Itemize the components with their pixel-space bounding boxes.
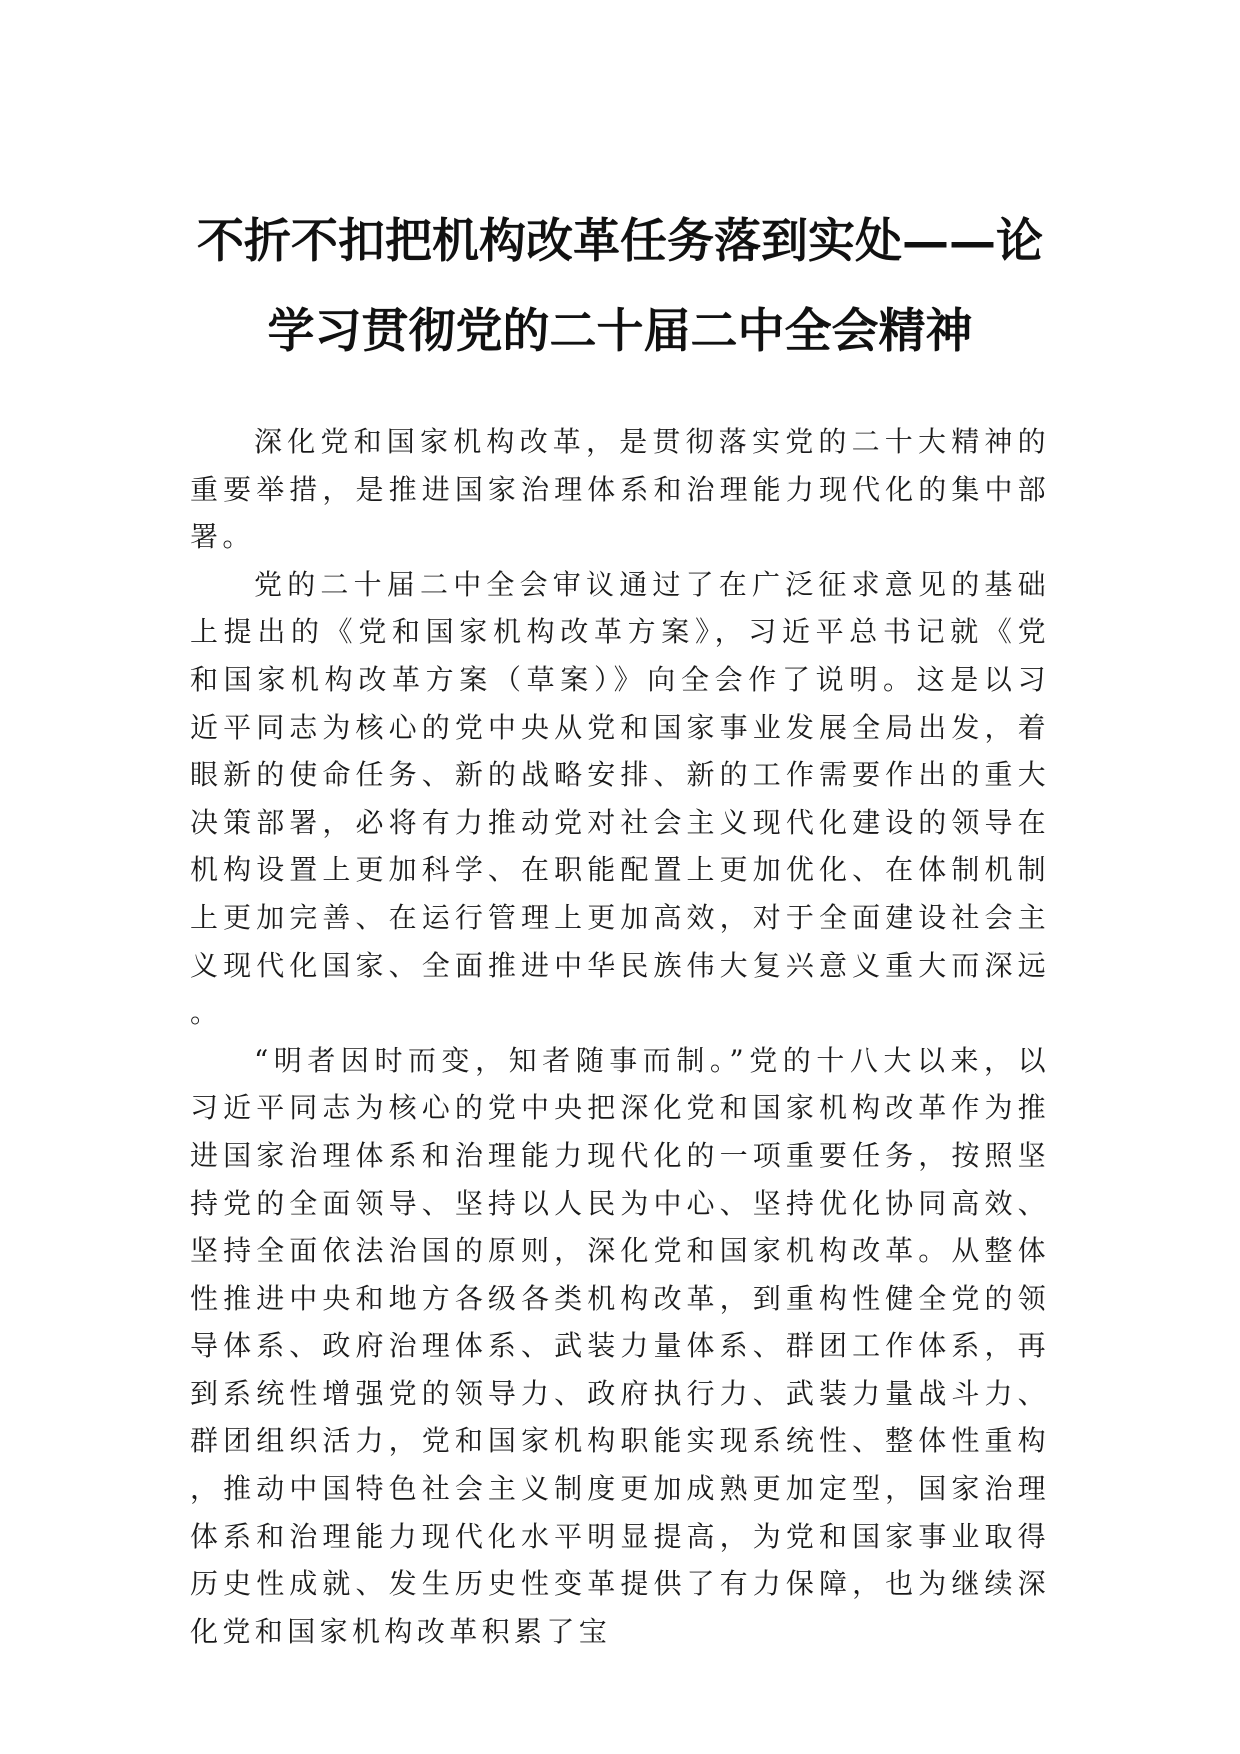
article-body: [190, 418, 1050, 1655]
article-title-line-2: 学习贯彻党的二十届二中全会精神: [267, 304, 973, 359]
paragraph-3: “明者因时而变，知者随事而制。”党的十八大以来，以习近平同志为核心的党中央把深化党和国家机构改革作为推进国家治理体系和治理能力现代化的一项重要任务，按照坚持党的全面领导、坚持以人民为中心、坚持优化协同高效、坚持全面依法治国的原则，深化党和国家机构改革。从整体性推进中央和地方各级各类机构改革，到重构性健全党的领导体系、政府治理体系、武装力量体系、群团工作体系，再到系统性增强党的领导力、政府执行力、武装力量战斗力、群团组织活力，党和国家机构职能实现系统性、整体性重构，推动中国特色社会主义制度更加成熟更加定型，国家治理体系和治理能力现代化水平明显提高，为党和国家事业取得历史性成就、发生历史性变革提供了有力保障，也为继续深化党和国家机构改革积累了宝: [190, 1043, 1050, 1648]
paragraph-2: 党的二十届二中全会审议通过了在广泛征求意见的基础上提出的《党和国家机构改革方案》，习近平总书记就《党和国家机构改革方案（草案）》向全会作了说明。这是以习近平同志为核心的党中央从党和国家事业发展全局出发，着眼新的使命任务、新的战略安排、新的工作需要作出的重大决策部署，必将有力推动党对社会主义现代化建设的领导在机构设置上更加科学、在职能配置上更加优化、在体制机制上更加完善、在运行管理上更加高效，对于全面建设社会主义现代化国家、全面推进中华民族伟大复兴意义重大而深远。: [190, 567, 1050, 1030]
article-title-line-1: 不折不扣把机构改革任务落到实处——论: [197, 214, 1043, 269]
paragraph-1: 深化党和国家机构改革，是贯彻落实党的二十大精神的重要举措，是推进国家治理体系和治理能力现代化的集中部署。: [190, 425, 1050, 554]
